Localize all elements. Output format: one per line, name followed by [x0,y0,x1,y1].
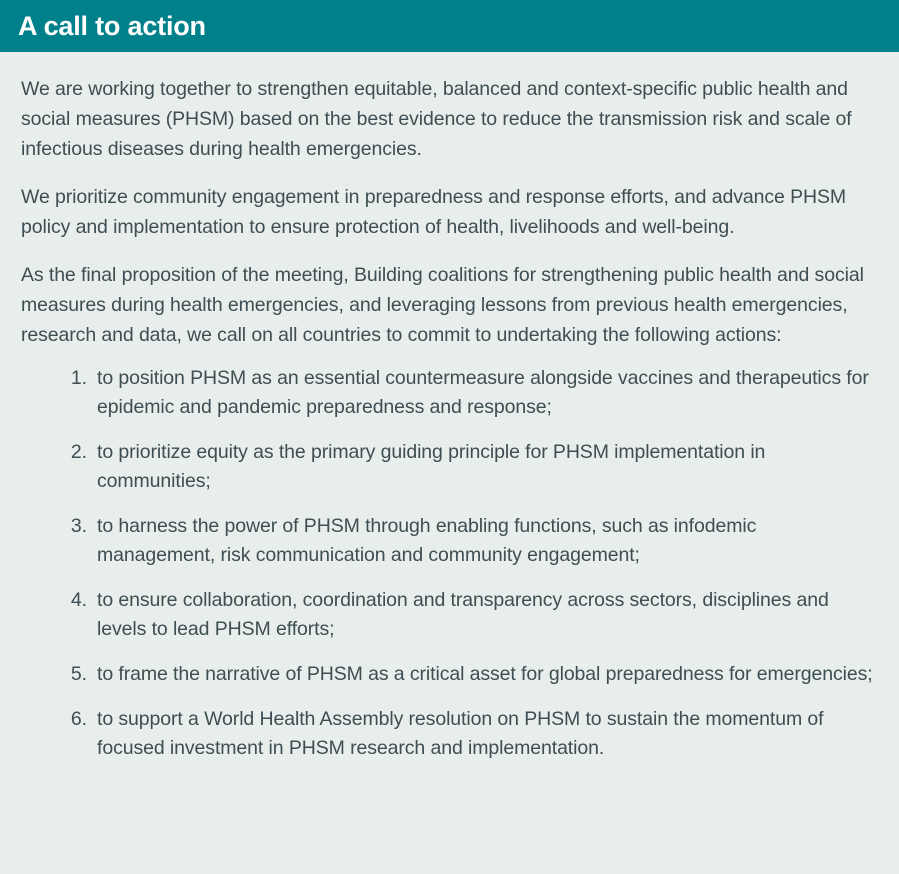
list-item: to support a World Health Assembly resolution on PHSM to sustain the momentum of focused investment in PHSM research and implementation. [97,708,824,759]
list-item: to harness the power of PHSM through enabling functions, such as infodemic management, risk communication and community engagement; [97,515,757,566]
paragraph-1: We are working together to strengthen equitable, balanced and context-specific public health and social measures (PHSM) based on the best evidence to reduce the transmission risk and scale of infectious diseases during health emergencies. [21,78,852,160]
list-item: to frame the narrative of PHSM as a critical asset for global preparedness for emergencies; [97,663,873,685]
panel-body [0,52,899,874]
list-item: to prioritize equity as the primary guiding principle for PHSM implementation in communities; [97,441,766,492]
page-title: A call to action [18,10,206,41]
panel-header [0,0,899,52]
list-item: to ensure collaboration, coordination and transparency across sectors, disciplines and levels to lead PHSM efforts; [97,589,829,640]
paragraph-2: We prioritize community engagement in preparedness and response efforts, and advance PHSM policy and implementation to ensure protection of health, livelihoods and well-being. [21,186,847,238]
list-item: to position PHSM as an essential countermeasure alongside vaccines and therapeutics for epidemic and pandemic preparedness and response; [97,367,869,418]
paragraph-3: As the final proposition of the meeting, Building coalitions for strengthening public health and social measures during health emergencies, and leveraging lessons from previous health emergencies, research and data, we call on all countries to commit to undertaking the following actions: [21,264,864,346]
actions-list [21,364,877,763]
